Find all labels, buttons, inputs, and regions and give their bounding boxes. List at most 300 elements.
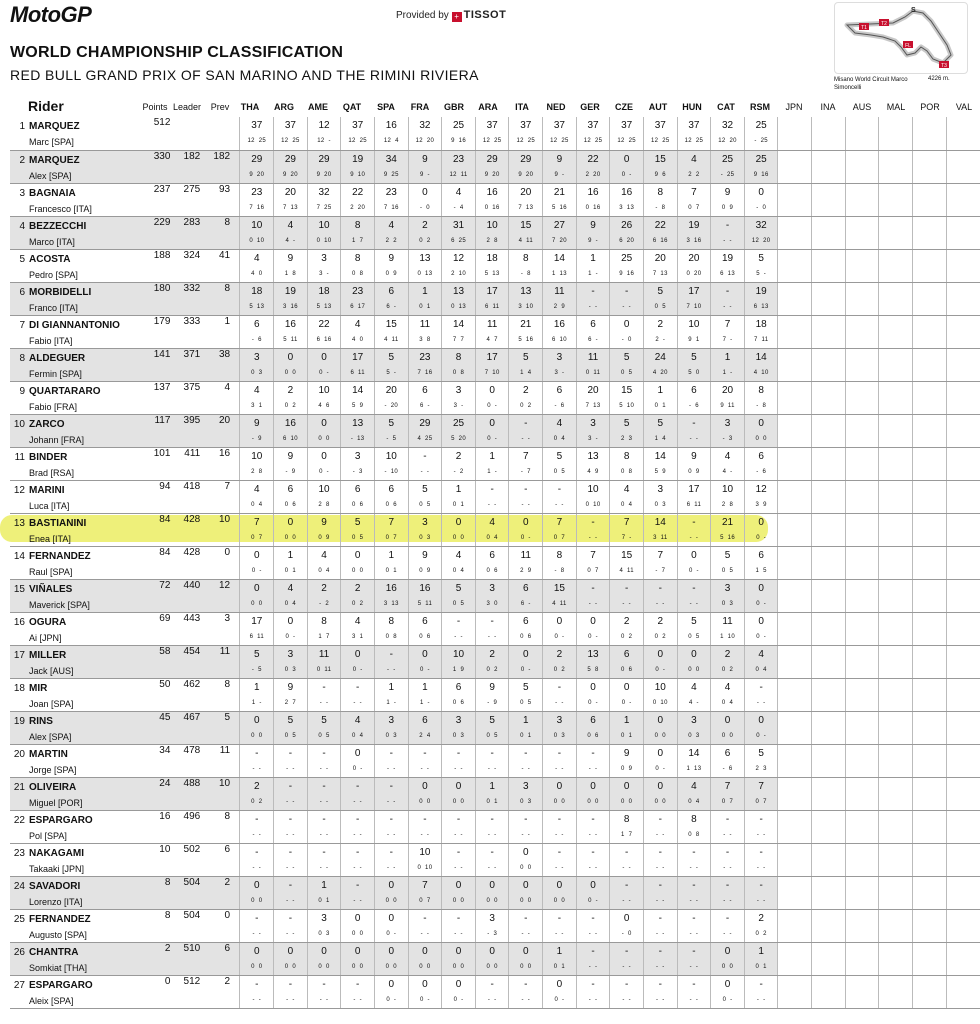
race-points: 0 [590,780,596,792]
race-points: 0 [556,879,563,891]
race-points: 9 [691,450,697,462]
sprint-race-split: - - [723,303,732,310]
race-result-cell [879,777,913,810]
position-number: 6 [19,286,25,298]
race-points: 29 [318,153,330,165]
race-points: 9 [422,549,428,561]
race-points: 15 [385,318,397,330]
sprint-race-split: 0 1 [452,501,465,508]
race-result-cell [442,546,476,579]
sprint-race-split: 0 - [487,402,498,409]
race-result-cell [442,414,476,447]
race-result-cell [341,876,375,909]
sprint-race-split: 5 11 [283,336,298,343]
table-row [10,579,980,612]
sprint-race-split: 0 0 [419,798,431,805]
points-value: 180 [135,282,171,315]
race-result-cell [946,282,980,315]
leader-gap-value: 428 [170,513,200,546]
race-result-cell [509,678,543,711]
race-result-cell [711,315,745,348]
race-points: - [255,846,259,858]
sprint-race-split: 0 - [621,699,632,706]
race-result-cell [812,348,846,381]
race-points: 22 [654,219,666,231]
race-result-cell [610,381,644,414]
leader-gap-value: 324 [170,249,200,282]
points-value: 512 [135,117,171,150]
race-points: 1 [556,945,563,957]
sprint-race-split: 1 5 [755,567,767,574]
sprint-race-split: 0 - [554,633,565,640]
race-points: - [490,846,494,858]
race-result-cell [274,975,308,1008]
race-points: 8 [321,615,327,627]
race-result-cell [240,678,274,711]
race-result-cell [812,777,846,810]
race-result-cell [509,744,543,777]
sprint-race-split: 0 0 [251,732,263,739]
race-points: 16 [284,318,296,330]
race-result-cell [543,777,577,810]
race-points: 0 [354,912,361,924]
race-points: 0 [354,945,361,957]
race-points: 20 [284,186,296,198]
race-points: 13 [587,648,599,660]
race-result-cell [677,612,711,645]
race-points: 3 [523,780,529,792]
sprint-race-split: 0 - [386,996,397,1003]
race-points: 23 [419,351,431,363]
sprint-race-split: 4 11 [619,567,634,574]
sprint-race-split: - - [756,897,766,904]
race-points: - [355,681,360,693]
sprint-race-split: 0 2 [352,600,364,607]
race-result-cell [845,843,879,876]
race-points: 6 [388,285,395,297]
leader-gap-value [170,117,200,150]
race-points: 14 [654,516,666,528]
race-result-cell [610,678,644,711]
race-points: 37 [587,120,599,131]
sprint-race-split: - 3 [352,468,363,475]
race-points: - [725,912,730,924]
race-result-cell [543,678,577,711]
race-result-cell [946,645,980,678]
race-result-cell [744,216,778,249]
sprint-race-split: - - [756,864,766,871]
sprint-race-split: 0 5 [452,600,465,607]
race-points: 13 [352,417,364,429]
sprint-race-split: 12 20 [751,237,771,244]
race-result-cell [845,942,879,975]
race-result-cell [778,876,812,909]
race-result-cell [374,183,408,216]
rider-cell [10,876,135,909]
race-result-cell [845,315,879,348]
sprint-race-split: 9 16 [451,138,466,144]
race-points: 3 [455,714,462,726]
race-result-cell [778,678,812,711]
race-points: 6 [556,384,563,396]
sprint-race-split: - - [689,534,699,541]
sprint-race-split: 9 6 [654,171,666,178]
race-result-cell [274,678,308,711]
race-result-cell [643,117,677,150]
sprint-race-split: 1 - [251,699,262,706]
race-points: 37 [621,120,633,131]
race-points: 0 [321,945,327,957]
sprint-race-split: 1 4 [654,435,666,442]
sprint-race-split: 0 - [319,369,329,376]
sprint-race-split: 9 20 [249,171,265,178]
sprint-race-split: 0 5 [419,501,431,508]
race-result-cell [509,612,543,645]
rider-firstname-nation: Alex [SPA] [29,731,72,742]
position-number: 3 [19,187,25,199]
race-points: 16 [621,186,633,198]
race-points: 9 [321,516,327,528]
sprint-race-split: 0 2 [419,237,431,244]
race-result-cell [879,975,913,1008]
spacer-cell [230,348,240,381]
sprint-race-split: 5 13 [484,270,500,277]
sprint-race-split: 12 25 [247,138,267,144]
race-points: 4 [354,615,361,627]
race-result-cell [408,513,442,546]
race-result-cell [307,678,341,711]
rider-cell [10,414,135,447]
race-points: 0 [556,780,563,792]
race-result-cell [442,447,476,480]
race-result-cell [442,909,476,942]
sprint-race-split: 1 - [722,369,733,376]
race-result-cell [812,678,846,711]
race-points: 19 [755,285,767,297]
sprint-race-split: 0 0 [452,897,465,904]
race-points: - [423,450,427,462]
sprint-race-split: 0 8 [385,633,397,640]
sprint-race-split: - - [353,996,362,1003]
race-points: - [591,912,595,924]
sprint-race-split: 0 4 [251,501,263,508]
sprint-race-split: 1 7 [352,237,364,244]
race-points: - [591,747,595,759]
race-result-cell [879,546,913,579]
sprint-race-split: 4 - [285,237,296,244]
race-points: 4 [354,318,361,330]
race-points: 6 [354,483,361,495]
race-points: 5 [657,417,664,429]
race-result-cell [576,315,610,348]
race-result-cell [576,579,610,612]
race-points: 6 [758,549,764,561]
race-points: - [658,945,662,957]
race-points: 22 [318,318,330,330]
race-result-cell [475,810,509,843]
sprint-race-split: 4 6 [318,402,330,409]
race-result-cell [845,414,879,447]
sprint-race-split: - - [487,633,497,640]
race-result-cell [543,150,577,183]
sprint-race-split: - 8 [554,567,565,574]
race-result-cell [374,117,408,150]
prev-gap-value: 41 [200,249,230,282]
sprint-race-split: 5 10 [619,402,635,409]
race-result-cell [509,414,543,447]
race-points: 25 [721,153,734,165]
race-result-cell [879,612,913,645]
race-result-cell [778,843,812,876]
race-result-cell [509,546,543,579]
race-result-cell [677,447,711,480]
sprint-race-split: - - [622,303,631,310]
sprint-race-split: 0 0 [721,963,734,970]
race-result-cell [845,513,879,546]
race-result-cell [509,117,543,150]
race-result-cell [610,150,644,183]
race-result-cell [845,876,879,909]
sprint-race-split: 0 11 [585,369,601,376]
race-points: 3 [321,252,327,264]
race-points: 7 [388,516,395,528]
race-result-cell [543,348,577,381]
race-result-cell [475,414,509,447]
race-points: 1 [422,285,428,297]
race-points: 0 [758,714,764,726]
leader-gap-value: 488 [170,777,200,810]
race-points: 0 [623,912,630,924]
sprint-race-split: 2 10 [451,270,466,277]
race-result-cell [543,315,577,348]
race-result-cell [879,447,913,480]
sprint-race-split: 0 10 [249,237,265,244]
race-points: 37 [654,120,666,131]
race-points: 29 [520,153,532,165]
sprint-race-split: 3 10 [518,303,534,310]
rider-surname: CHANTRA [29,946,79,958]
sprint-race-split: 12 25 [550,138,569,144]
race-result-cell [711,612,745,645]
table-row [10,315,980,348]
race-points: - [524,417,528,429]
points-value: 188 [135,249,171,282]
table-row [10,810,980,843]
sprint-race-split: - - [252,930,262,937]
prev-gap-value: 16 [200,447,230,480]
race-points: 5 [523,681,529,693]
rider-surname: ESPARGARO [29,814,93,826]
table-row [10,249,980,282]
race-points: 37 [486,120,498,131]
motogp-logo: MotoGP [10,2,92,27]
race-points: 6 [590,714,596,726]
rider-surname: MORBIDELLI [29,286,92,298]
race-result-cell [643,282,677,315]
sprint-race-split: 2 9 [553,303,566,310]
sprint-race-split: - - [386,765,396,772]
leader-gap-value: 510 [170,942,200,975]
sprint-race-split: 0 - [419,666,430,673]
race-result-cell [744,480,778,513]
sprint-race-split: - 6 [722,765,733,772]
race-result-cell [643,777,677,810]
sprint-race-split: 0 2 [486,666,498,673]
race-points: - [423,747,427,759]
sprint-race-split: 0 - [285,633,296,640]
sprint-race-split: 0 9 [385,270,397,277]
table-row [10,282,980,315]
rider-firstname-nation: Maverick [SPA] [29,599,90,610]
sprint-race-split: - - [252,765,262,772]
sprint-race-split: 0 - [419,996,430,1003]
spacer-cell [230,381,240,414]
race-points: - [288,780,293,792]
sprint-race-split: - - [521,501,531,508]
sprint-race-split: 4 25 [417,435,433,442]
race-points: 3 [254,351,260,363]
points-value: 330 [135,150,171,183]
sprint-race-split: 0 0 [486,897,498,904]
sprint-race-split: 0 9 [419,567,431,574]
spacer-cell [230,480,240,513]
sprint-race-split: - - [521,831,531,838]
race-result-cell [812,513,846,546]
race-result-cell [307,843,341,876]
sprint-race-split: 2 - [655,336,666,343]
race-result-cell [475,282,509,315]
spacer-cell [230,777,240,810]
sprint-race-split: - - [386,831,396,838]
sprint-race-split: 0 0 [553,798,566,805]
race-result-cell [274,315,308,348]
race-column-header: FRA [410,102,430,112]
race-points: 10 [385,450,397,462]
race-result-cell [610,942,644,975]
race-result-cell [677,678,711,711]
sprint-race-split: - - [588,303,598,310]
sprint-race-split: 0 0 [284,534,297,541]
race-points: 5 [758,747,764,759]
spacer-cell [230,678,240,711]
sprint-race-split: 2 20 [585,171,601,178]
race-result-cell [307,447,341,480]
svg-text:FL: FL [905,43,911,49]
sprint-race-split: 0 - [520,534,531,541]
race-result-cell [576,810,610,843]
sprint-race-split: 12 25 [617,138,636,144]
race-result-cell [879,711,913,744]
race-result-cell [643,249,677,282]
race-points: - [524,978,528,990]
sprint-race-split: 0 5 [621,369,633,376]
race-points: 32 [318,186,330,198]
race-points: 2 [489,648,495,660]
rider-surname: ACOSTA [29,253,71,265]
position-number: 9 [19,385,25,397]
race-points: 4 [691,780,697,792]
points-value: 117 [135,414,171,447]
race-result-cell [643,414,677,447]
position-number: 26 [13,946,25,958]
sprint-race-split: 6 - [386,303,397,310]
race-points: 0 [758,516,764,528]
sprint-race-split: 7 16 [417,369,433,376]
race-result-cell [812,612,846,645]
race-points: 1 [724,351,731,363]
race-result-cell [576,480,610,513]
race-points: 1 [657,384,664,396]
race-points: 13 [520,285,532,297]
sprint-race-split: - - [756,699,766,706]
sprint-race-split: 0 3 [520,798,532,805]
race-result-cell [744,942,778,975]
race-result-cell [475,876,509,909]
race-result-cell [711,711,745,744]
points-value: 94 [135,480,171,513]
race-points: 3 [556,714,563,726]
sprint-race-split: 2 8 [318,501,330,508]
race-points: - [288,879,293,891]
race-points: - [288,846,293,858]
sprint-race-split: 0 1 [486,798,498,805]
race-result-cell [543,216,577,249]
race-result-cell [845,150,879,183]
rider-firstname-nation: Enea [ITA] [29,533,71,544]
sprint-race-split: 0 0 [318,963,330,970]
race-result-cell [509,381,543,414]
sprint-race-split: 0 0 [587,798,599,805]
race-result-cell [274,810,308,843]
leader-gap-value: 333 [170,315,200,348]
rider-cell [10,678,135,711]
race-points: - [591,945,595,957]
race-result-cell [845,777,879,810]
sprint-race-split: 0 - [655,666,666,673]
race-points: 4 [758,648,764,660]
race-result-cell [677,249,711,282]
race-points: - [524,483,528,495]
svg-text:T2: T2 [881,21,887,27]
race-result-cell [845,810,879,843]
race-result-cell [374,612,408,645]
leader-gap-value: 428 [170,546,200,579]
race-result-cell [509,315,543,348]
race-result-cell [711,678,745,711]
position-number: 8 [19,352,25,364]
race-points: 14 [755,351,767,363]
race-points: 2 [321,582,327,594]
race-result-cell [374,876,408,909]
race-result-cell [307,117,341,150]
race-points: 2 [523,384,529,396]
race-result-cell [543,117,577,150]
race-result-cell [374,216,408,249]
sprint-race-split: - - [655,831,665,838]
table-row [10,150,980,183]
race-points: 17 [352,351,364,363]
table-row [10,777,980,810]
rider-surname: MARTIN [29,748,68,760]
race-result-cell [711,645,745,678]
rider-surname: ESPARGARO [29,979,93,991]
prev-gap-value: 8 [200,216,230,249]
prev-gap-value: 3 [200,612,230,645]
leader-gap-value: 478 [170,744,200,777]
race-result-cell [812,282,846,315]
race-result-cell [307,150,341,183]
race-result-cell [912,711,946,744]
